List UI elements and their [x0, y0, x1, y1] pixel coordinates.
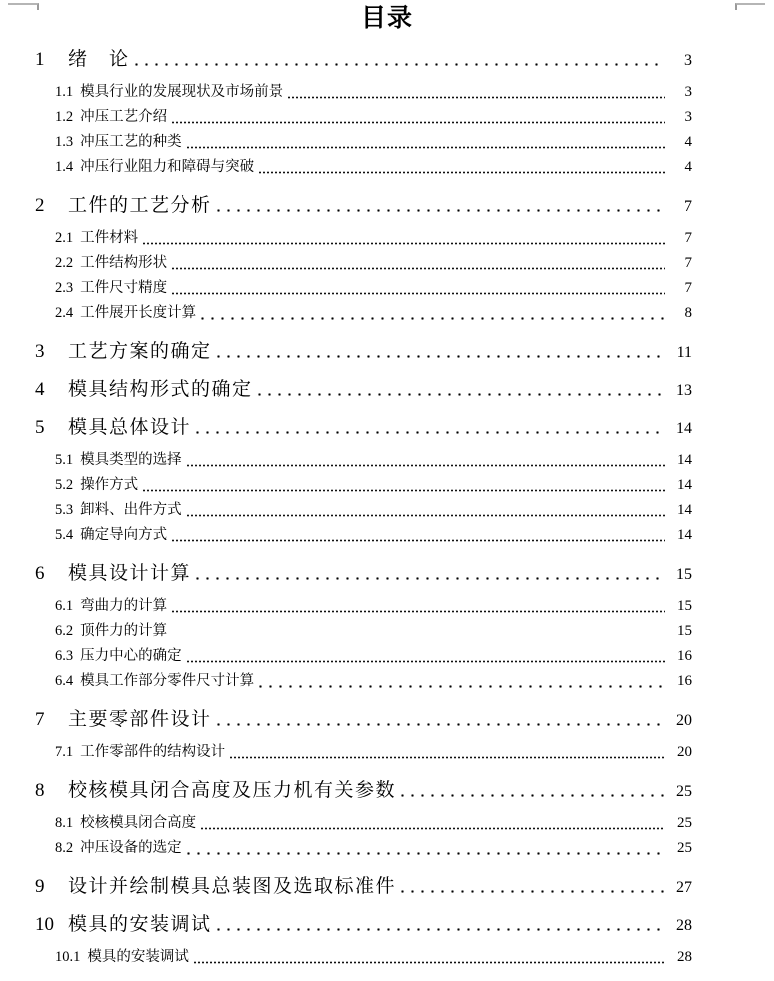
entry-page: 3: [684, 109, 692, 125]
entry-number: 2.4: [55, 305, 74, 321]
toc-entry-2-1[interactable]: [0, 226, 774, 251]
dot-leader: [187, 660, 665, 663]
entry-number: 7.1: [55, 744, 74, 760]
entry-page: 20: [676, 712, 692, 729]
dot-leader: [196, 431, 665, 434]
dot-leader: [217, 209, 665, 212]
dot-leader: [187, 464, 665, 467]
entry-title: 工艺方案的确定: [68, 341, 212, 362]
toc-entry-10-1[interactable]: [0, 945, 774, 970]
toc-entry-2-2[interactable]: [0, 251, 774, 276]
entry-number: 10.1: [55, 949, 81, 965]
entry-number: 6.3: [55, 648, 74, 664]
dot-leader: [196, 577, 665, 580]
entry-title: 弯曲力的计算: [80, 598, 168, 614]
entry-title: 操作方式: [80, 477, 139, 493]
entry-title: 冲压设备的选定: [80, 840, 182, 856]
entry-title: 模具结构形式的确定: [68, 379, 253, 400]
entry-page: 20: [677, 744, 692, 760]
entry-title: 冲压行业阻力和障碍与突破: [80, 159, 255, 175]
dot-leader: [217, 355, 665, 358]
entry-page: 4: [684, 159, 692, 175]
toc-entry-2-4[interactable]: [0, 301, 774, 326]
entry-page: 7: [684, 198, 692, 215]
toc-entry-chapter-1[interactable]: [0, 47, 774, 72]
entry-title: 工件结构形状: [80, 255, 168, 271]
entry-page: 27: [676, 879, 692, 896]
entry-number: 6: [35, 563, 45, 584]
toc-entry-chapter-5[interactable]: [0, 415, 774, 440]
toc-entry-chapter-6[interactable]: [0, 561, 774, 586]
toc-entry-2-3[interactable]: [0, 276, 774, 301]
entry-number: 10: [35, 914, 54, 935]
entry-page: 11: [676, 344, 692, 361]
toc-entry-5-3[interactable]: [0, 498, 774, 523]
entry-number: 6.4: [55, 673, 74, 689]
entry-number: 9: [35, 876, 45, 897]
dot-leader: [143, 489, 665, 492]
toc-entry-8-1[interactable]: [0, 811, 774, 836]
entry-title: 模具总体设计: [68, 417, 192, 438]
entry-number: 6.2: [55, 623, 74, 639]
entry-page: 7: [684, 280, 692, 296]
entry-number: 8.2: [55, 840, 74, 856]
dot-leader: [172, 610, 665, 613]
entry-number: 4: [35, 379, 45, 400]
entry-page: 14: [677, 527, 692, 543]
dot-leader: [401, 794, 665, 797]
entry-page: 25: [677, 815, 692, 831]
entry-title: 工件展开长度计算: [80, 305, 197, 321]
entry-page: 14: [677, 452, 692, 468]
toc-entry-chapter-10[interactable]: [0, 912, 774, 937]
toc-entry-6-2[interactable]: [0, 619, 774, 644]
entry-page: 16: [677, 648, 692, 664]
entry-number: 3: [35, 341, 45, 362]
dot-leader: [143, 242, 665, 245]
entry-number: 5.3: [55, 502, 74, 518]
page-title: 目录: [360, 4, 413, 32]
entry-title: 校核模具闭合高度及压力机有关参数: [68, 780, 397, 801]
toc-entry-chapter-7[interactable]: [0, 707, 774, 732]
entry-number: 5.1: [55, 452, 74, 468]
page-boundary-mark-left: [8, 3, 39, 10]
entry-page: 15: [677, 623, 692, 639]
dot-leader: [187, 852, 665, 855]
dot-leader: [187, 146, 665, 149]
dot-leader: [201, 317, 665, 320]
entry-page: 14: [677, 477, 692, 493]
dot-leader: [230, 756, 665, 759]
dot-leader: [217, 928, 665, 931]
entry-title: 顶件力的计算: [80, 623, 168, 639]
dot-leader: [187, 514, 665, 517]
entry-number: 1.2: [55, 109, 74, 125]
dot-leader: [172, 121, 665, 124]
entry-number: 1.3: [55, 134, 74, 150]
toc-entry-8-2[interactable]: [0, 836, 774, 861]
entry-title: 模具设计计算: [68, 563, 192, 584]
dot-leader: [172, 292, 665, 295]
dot-leader: [259, 171, 665, 174]
toc-entry-chapter-8[interactable]: [0, 778, 774, 803]
dot-leader: [259, 685, 665, 688]
page-boundary-mark-right: [735, 3, 765, 10]
dot-leader: [172, 539, 665, 542]
toc-entry-7-1[interactable]: [0, 740, 774, 765]
toc-entry-1-2[interactable]: [0, 105, 774, 130]
entry-title: 模具的安装调试: [87, 949, 189, 965]
entry-number: 5.2: [55, 477, 74, 493]
toc-entry-6-4[interactable]: [0, 669, 774, 694]
entry-title: 工件尺寸精度: [80, 280, 168, 296]
dot-leader: [217, 723, 665, 726]
entry-page: 7: [684, 230, 692, 246]
entry-number: 2.2: [55, 255, 74, 271]
toc-entry-1-4[interactable]: [0, 155, 774, 180]
toc-entry-chapter-2[interactable]: [0, 193, 774, 218]
dot-leader: [172, 267, 665, 270]
toc-entry-chapter-9[interactable]: [0, 874, 774, 899]
entry-number: 8.1: [55, 815, 74, 831]
toc-entry-5-4[interactable]: [0, 523, 774, 548]
blank-leader: [172, 635, 665, 638]
entry-title: 工作零部件的结构设计: [80, 744, 226, 760]
entry-page: 14: [676, 420, 692, 437]
dot-leader: [288, 96, 665, 99]
entry-page: 28: [676, 917, 692, 934]
entry-title: 设计并绘制模具总装图及选取标准件: [68, 876, 397, 897]
toc-entry-5-1[interactable]: [0, 448, 774, 473]
entry-title: 卸料、出件方式: [80, 502, 182, 518]
entry-number: 7: [35, 709, 45, 730]
entry-number: 1.1: [55, 84, 74, 100]
entry-page: 8: [684, 305, 692, 321]
entry-page: 15: [677, 598, 692, 614]
entry-title: 压力中心的确定: [80, 648, 182, 664]
dot-leader: [258, 393, 665, 396]
entry-page: 16: [677, 673, 692, 689]
toc-entry-5-2[interactable]: [0, 473, 774, 498]
entry-page: 4: [684, 134, 692, 150]
entry-number: 1.4: [55, 159, 74, 175]
entry-page: 25: [677, 840, 692, 856]
toc-entry-chapter-3[interactable]: [0, 339, 774, 364]
entry-number: 8: [35, 780, 45, 801]
entry-title: 绪 论: [68, 49, 130, 70]
entry-page: 14: [677, 502, 692, 518]
entry-title: 主要零部件设计: [68, 709, 212, 730]
dot-leader: [194, 961, 665, 964]
entry-title: 校核模具闭合高度: [80, 815, 197, 831]
toc-entry-1-3[interactable]: [0, 130, 774, 155]
toc-entry-6-3[interactable]: [0, 644, 774, 669]
entry-title: 冲压工艺介绍: [80, 109, 168, 125]
entry-title: 模具类型的选择: [80, 452, 182, 468]
entry-number: 6.1: [55, 598, 74, 614]
entry-page: 3: [684, 52, 692, 69]
entry-number: 5.4: [55, 527, 74, 543]
entry-title: 工件材料: [80, 230, 139, 246]
entry-title: 工件的工艺分析: [68, 195, 212, 216]
entry-number: 2.1: [55, 230, 74, 246]
entry-page: 13: [676, 382, 692, 399]
entry-title: 模具行业的发展现状及市场前景: [80, 84, 284, 100]
dot-leader: [135, 63, 665, 66]
dot-leader: [201, 827, 665, 830]
toc-entry-6-1[interactable]: [0, 594, 774, 619]
entry-title: 冲压工艺的种类: [80, 134, 182, 150]
entry-page: 28: [677, 949, 692, 965]
entry-page: 3: [684, 84, 692, 100]
entry-page: 7: [684, 255, 692, 271]
entry-page: 15: [676, 566, 692, 583]
entry-number: 2.3: [55, 280, 74, 296]
entry-title: 模具工作部分零件尺寸计算: [80, 673, 255, 689]
entry-title: 模具的安装调试: [68, 914, 212, 935]
entry-page: 25: [676, 783, 692, 800]
entry-number: 1: [35, 49, 45, 70]
entry-title: 确定导向方式: [80, 527, 168, 543]
entry-number: 2: [35, 195, 45, 216]
toc-entry-1-1[interactable]: [0, 80, 774, 105]
toc-entry-chapter-4[interactable]: [0, 377, 774, 402]
entry-number: 5: [35, 417, 45, 438]
dot-leader: [401, 890, 665, 893]
